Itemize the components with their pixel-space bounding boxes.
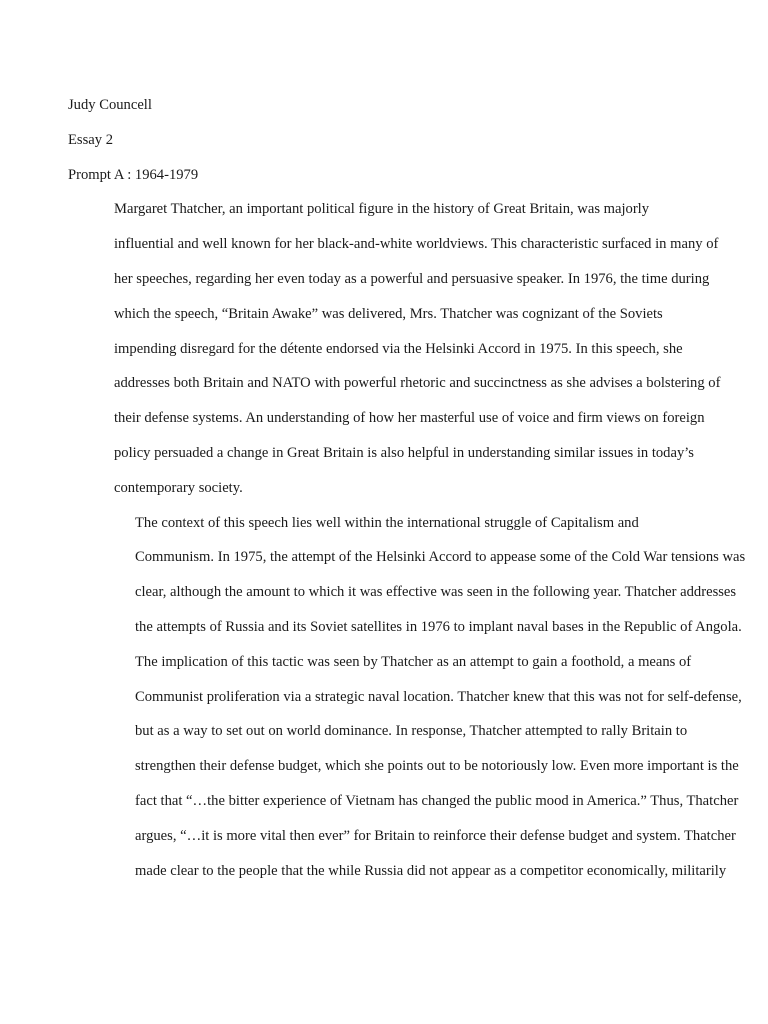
paragraph-line: Communism. In 1975, the attempt of the Helsinki Accord to appease some of the Cold War tensions was (135, 549, 746, 566)
paragraph-line: her speeches, regarding her even today as a powerful and persuasive speaker. In 1976, the time during (114, 270, 710, 287)
paragraph-line: impending disregard for the détente endorsed via the Helsinki Accord in 1975. In this speech, she (114, 340, 683, 357)
paragraph-line: which the speech, “Britain Awake” was delivered, Mrs. Thatcher was cognizant of the Soviets (114, 305, 663, 322)
prompt-label: Prompt A : 1964-1979 (68, 166, 199, 183)
paragraph-line: addresses both Britain and NATO with powerful rhetoric and succinctness as she advises a bolstering of (114, 375, 721, 392)
paragraph-line: their defense systems. An understanding of how her masterful use of voice and firm views on foreign (114, 410, 705, 427)
paragraph-line: fact that “…the bitter experience of Vietnam has changed the public mood in America.” Thus, Thatcher (135, 792, 739, 809)
author-name: Judy Councell (68, 97, 152, 113)
paragraph-line: made clear to the people that the while Russia did not appear as a competitor economically, militarily (135, 862, 727, 879)
paragraph-1 (68, 192, 721, 505)
paragraph-line: contemporary society. (114, 479, 243, 496)
paragraph-line: argues, “…it is more vital then ever” for Britain to reinforce their defense budget and system. Thatcher (135, 827, 736, 844)
paragraph-2 (68, 506, 746, 889)
paragraph-line: Margaret Thatcher, an important political figure in the history of Great Britain, was majorly (114, 201, 650, 218)
essay-body (68, 88, 746, 888)
paragraph-line: clear, although the amount to which it was effective was seen in the following year. Thatcher addresses (135, 584, 737, 601)
paragraph-line: influential and well known for her black-and-white worldviews. This characteristic surfaced in many of (114, 236, 719, 253)
paragraph-line: the attempts of Russia and its Soviet satellites in 1976 to implant naval bases in the Republic of Angola. (135, 618, 742, 635)
paragraph-line: The implication of this tactic was seen by Thatcher as an attempt to gain a foothold, a means of (135, 653, 692, 670)
paragraph-line: The context of this speech lies well within the international struggle of Capitalism and (135, 514, 639, 531)
paragraph-line: strengthen their defense budget, which she points out to be notoriously low. Even more important is the (135, 758, 739, 775)
paragraph-line: Communist proliferation via a strategic naval location. Thatcher knew that this was not for self-defense, (135, 688, 742, 705)
essay-label: Essay 2 (68, 131, 113, 148)
paragraph-line: but as a way to set out on world dominance. In response, Thatcher attempted to rally Britain to (135, 723, 688, 740)
paragraph-line: policy persuaded a change in Great Britain is also helpful in understanding similar issues in today’s (114, 444, 694, 461)
